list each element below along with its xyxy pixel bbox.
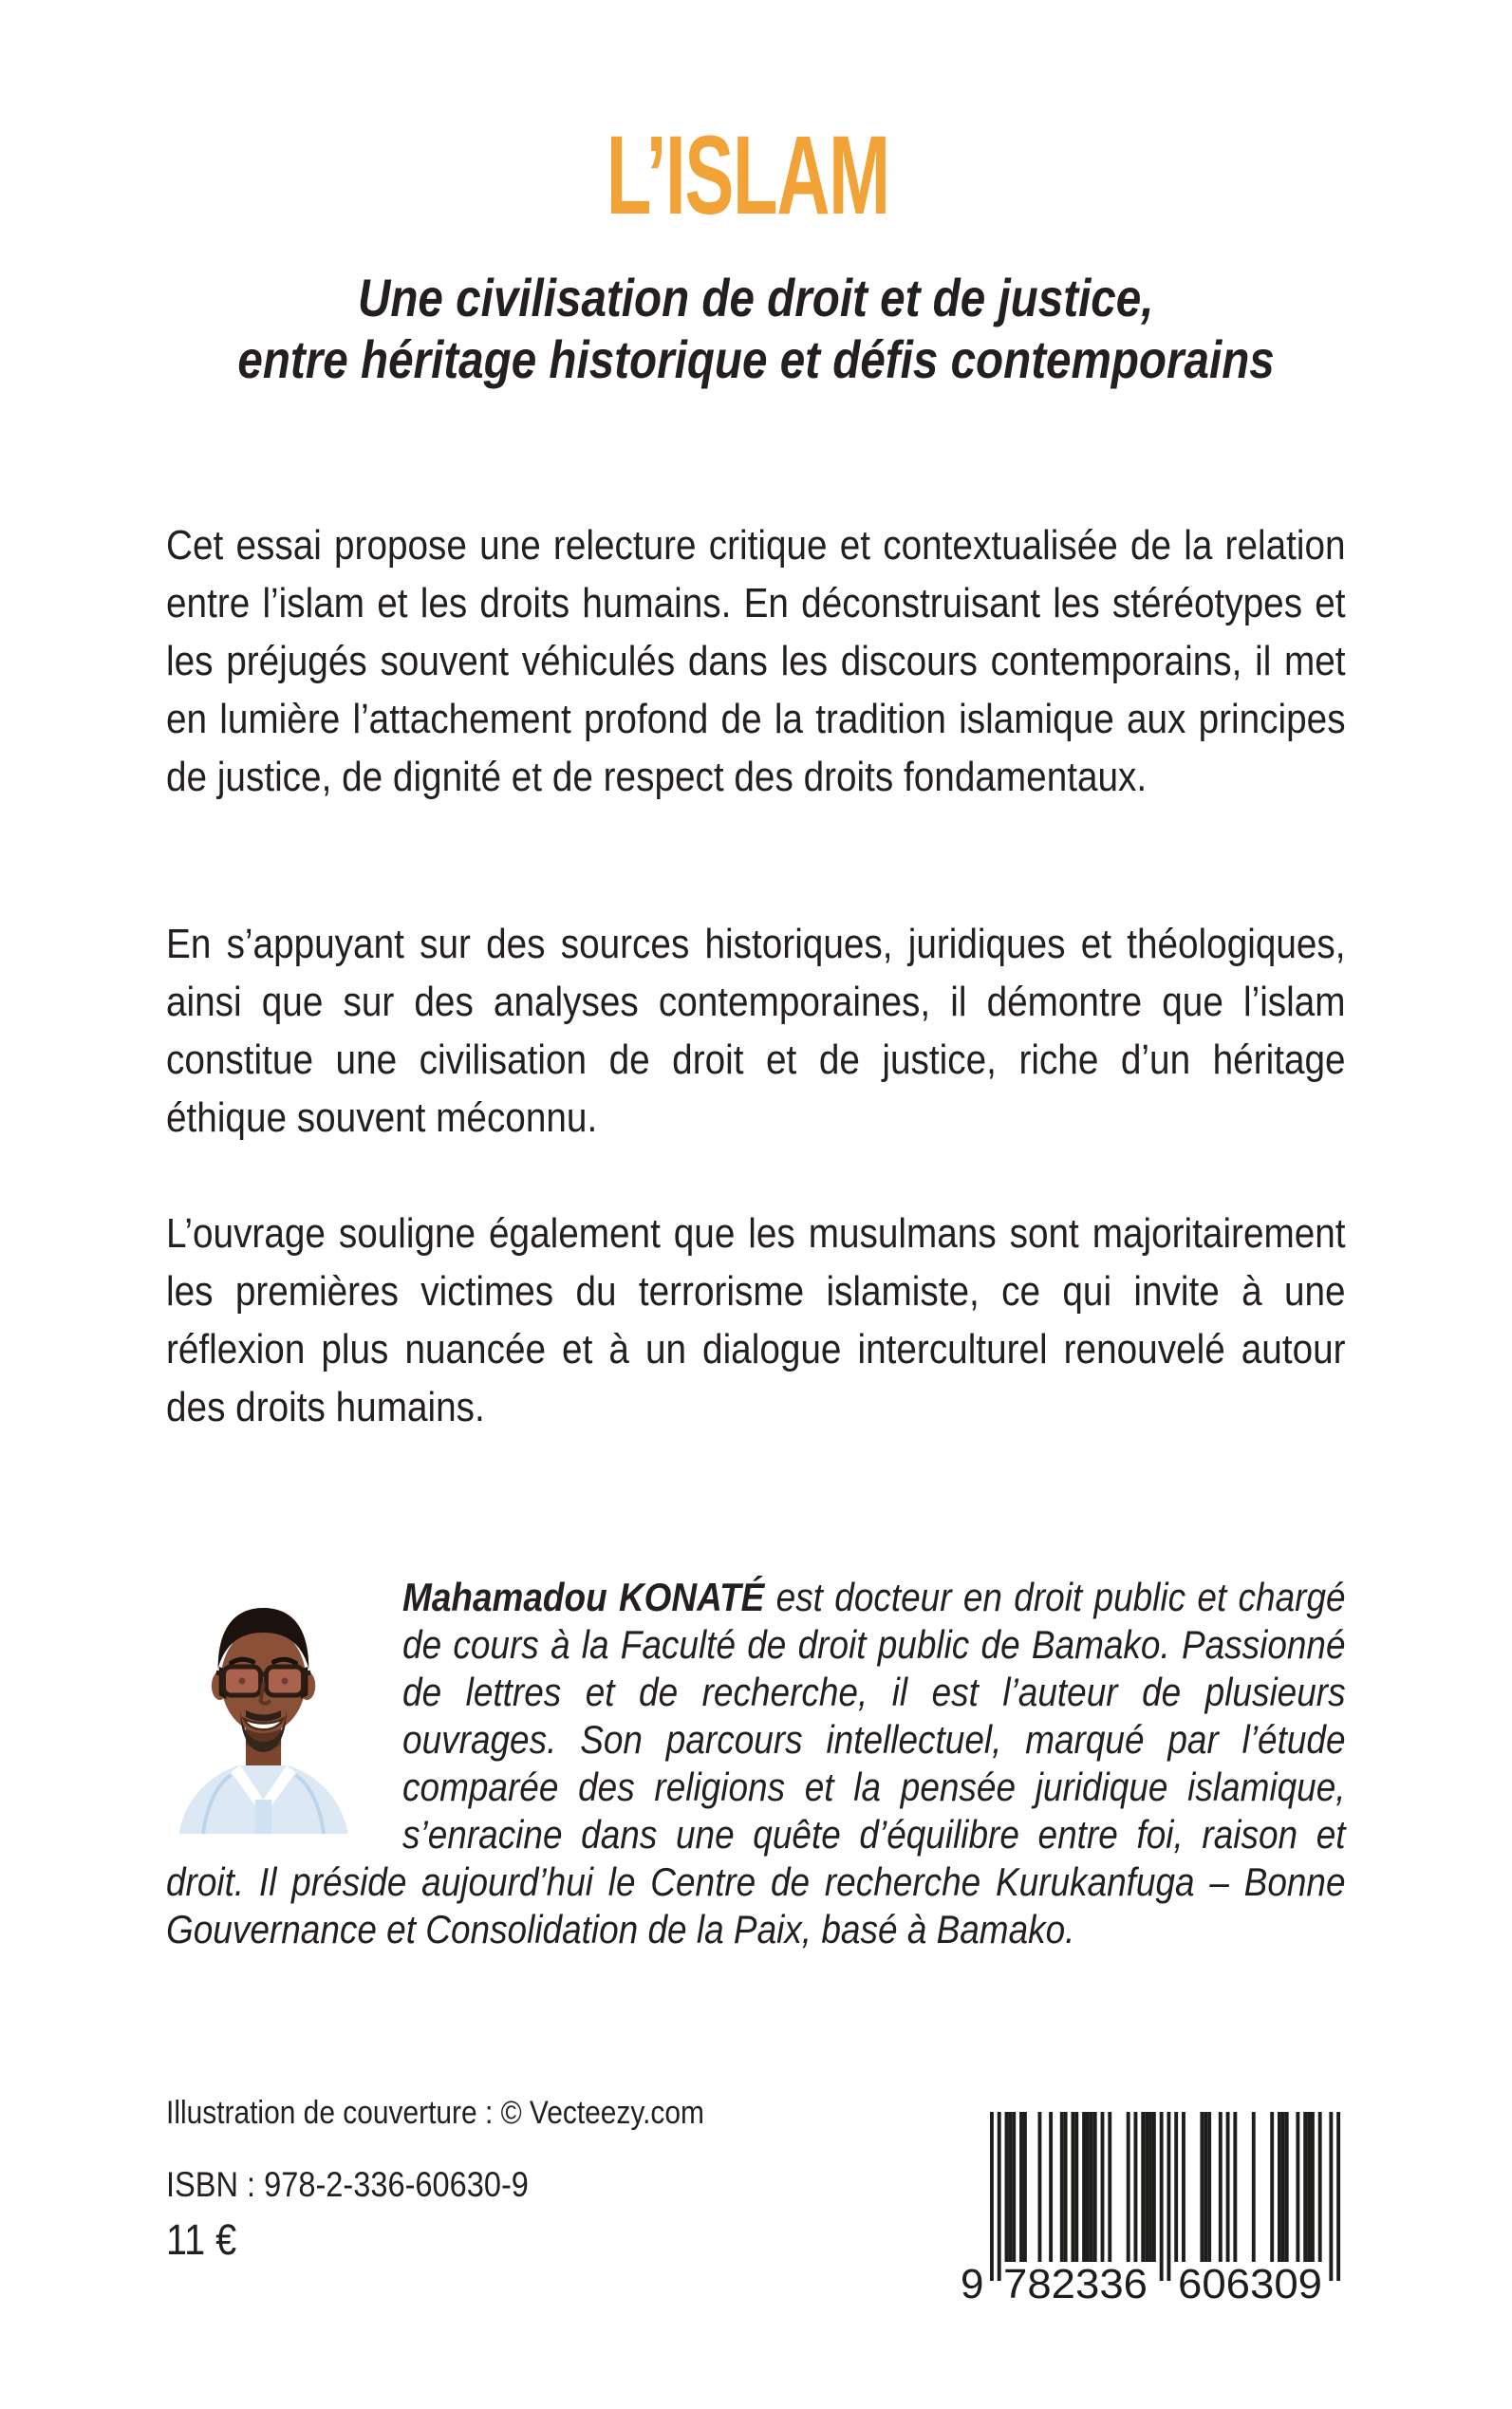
author-bio-section xyxy=(166,1574,1346,1953)
isbn-text: ISBN : 978-2-336-60630-9 xyxy=(166,2165,529,2204)
subtitle-line-1-text: Une civilisation de droit et de justice, xyxy=(358,268,1154,327)
author-photo xyxy=(166,1583,361,1834)
subtitle-line-2-text: entre héritage historique et défis contemporains xyxy=(237,329,1275,389)
price-text: 11 € xyxy=(166,2215,237,2264)
subtitle-line-2 xyxy=(0,328,1512,390)
illustration-credit: Illustration de couverture : © Vecteezy.com xyxy=(166,2095,704,2131)
barcode-digits-right: 606309 xyxy=(1178,2261,1322,2306)
synopsis-paragraph-2: En s’appuyant sur des sources historiques, juridiques et théologiques, ainsi que sur des analyses contemporaines, il démontre que l’islam constitue une civilisation de droit et de justice, riche d’un héritage éthique souvent méconnu. xyxy=(166,921,1346,1141)
barcode-bars xyxy=(990,2112,1340,2281)
author-portrait-illustration xyxy=(166,1583,361,1834)
author-name: Mahamadou KONATÉ xyxy=(402,1575,765,1619)
author-bio-body: est docteur en droit public et chargé de cours à la Faculté de droit public de Bamako. Passionné de lettres et de recherche, il est l’auteur de plusieurs ouvrages. Son parcours intellectuel, marqué par l’étude comparée des religions et la pensée juridique islamique, s’enracine dans une quête d’équilibre entre foi, raison et droit. Il préside aujourd’hui le Centre de recherche Kurukanfuga – Bonne Gouvernance et Consolidation de la Paix, basé à Bamako. xyxy=(166,1575,1346,1951)
synopsis-paragraph-1: Cet essai propose une relecture critique et contextualisée de la relation entre l’islam et les droits humains. En déconstruisant les stéréotypes et les préjugés souvent véhiculés dans les discours contemporains, il met en lumière l’attachement profond de la tradition islamique aux principes de justice, de dignité et de respect des droits fondamentaux. xyxy=(166,522,1346,800)
book-title xyxy=(0,113,1512,238)
synopsis-paragraph-3: L’ouvrage souligne également que les musulmans sont majoritairement les premières victimes du terrorisme islamiste, ce qui invite à une réflexion plus nuancée et à un dialogue interculturel renouvelé autour des droits humains. xyxy=(166,1210,1346,1430)
barcode-digit-lead: 9 xyxy=(961,2261,984,2306)
subtitle-line-1 xyxy=(0,267,1512,328)
barcode xyxy=(958,2112,1341,2306)
barcode-digits-left: 782336 xyxy=(1003,2261,1148,2306)
book-title-text: L’ISLAM xyxy=(606,113,889,238)
book-subtitle xyxy=(0,267,1512,390)
